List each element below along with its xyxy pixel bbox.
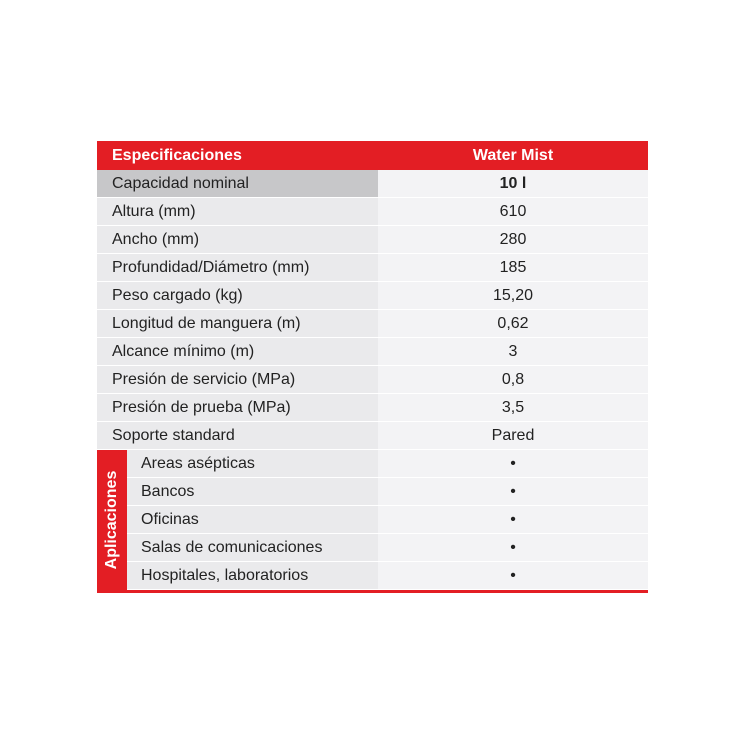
spec-value: 10 l — [378, 170, 648, 198]
application-bullet: • — [378, 534, 648, 562]
application-label: Oficinas — [127, 506, 378, 534]
application-bullet: • — [378, 450, 648, 478]
application-row — [97, 506, 648, 534]
application-label: Salas de comunicaciones — [127, 534, 378, 562]
spec-value: 3 — [378, 338, 648, 366]
spec-label: Capacidad nominal — [97, 170, 378, 198]
application-label: Hospitales, laboratorios — [127, 562, 378, 590]
application-bullet: • — [378, 562, 648, 590]
spec-row — [97, 366, 648, 394]
spec-label: Presión de prueba (MPa) — [97, 394, 378, 422]
spec-row — [97, 170, 648, 198]
spec-row — [97, 422, 648, 450]
application-row — [97, 478, 648, 506]
applications-title: Aplicaciones — [103, 470, 120, 570]
spec-label: Alcance mínimo (m) — [97, 338, 378, 366]
spec-value: 0,8 — [378, 366, 648, 394]
spec-label: Soporte standard — [97, 422, 378, 450]
spec-label: Altura (mm) — [97, 198, 378, 226]
spec-row — [97, 282, 648, 310]
spec-label: Longitud de manguera (m) — [97, 310, 378, 338]
spec-value: 0,62 — [378, 310, 648, 338]
application-bullet: • — [378, 506, 648, 534]
specifications-table — [97, 141, 648, 593]
spec-row — [97, 254, 648, 282]
application-row — [97, 534, 648, 562]
application-bullet: • — [378, 478, 648, 506]
spec-row — [97, 394, 648, 422]
application-label: Bancos — [127, 478, 378, 506]
spec-row — [97, 226, 648, 254]
table-bottom-border — [97, 590, 648, 594]
spec-label: Profundidad/Diámetro (mm) — [97, 254, 378, 282]
spec-label: Peso cargado (kg) — [97, 282, 378, 310]
spec-row — [97, 198, 648, 226]
spec-value: 185 — [378, 254, 648, 282]
spec-value: Pared — [378, 422, 648, 450]
application-row — [97, 562, 648, 590]
spec-value: 280 — [378, 226, 648, 254]
table-header-row — [97, 141, 648, 170]
spec-value: 15,20 — [378, 282, 648, 310]
applications-side-label — [97, 450, 127, 590]
spec-label: Ancho (mm) — [97, 226, 378, 254]
application-label: Areas asépticas — [127, 450, 378, 478]
header-product-name: Water Mist — [378, 141, 648, 170]
spec-value: 3,5 — [378, 394, 648, 422]
spec-label: Presión de servicio (MPa) — [97, 366, 378, 394]
spec-value: 610 — [378, 198, 648, 226]
header-specifications: Especificaciones — [97, 141, 378, 170]
spec-row — [97, 338, 648, 366]
spec-row — [97, 310, 648, 338]
application-row — [97, 450, 648, 478]
bottom-border-line — [97, 590, 648, 594]
